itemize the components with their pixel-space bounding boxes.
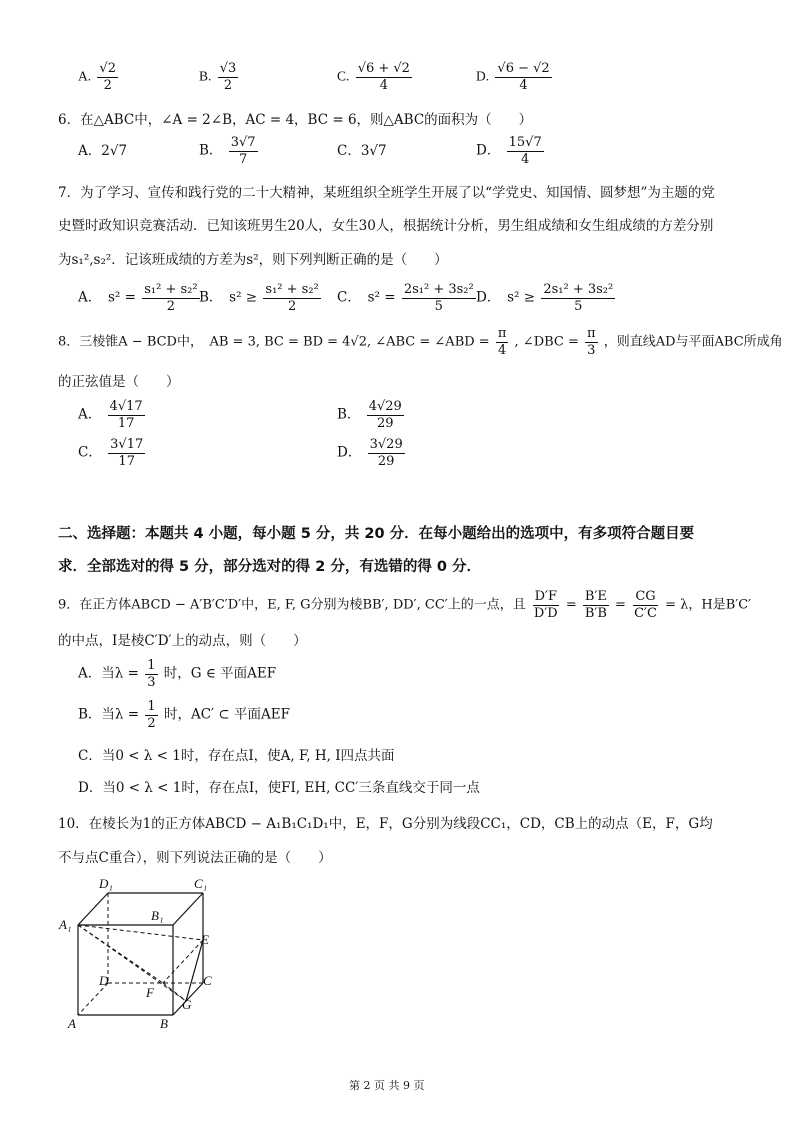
label-a1: A₁	[59, 917, 72, 932]
q6-option-b: B． $\frac{3√7}{7}$	[199, 135, 256, 167]
label-g: G	[182, 997, 192, 1012]
label-a: A	[68, 1016, 76, 1031]
q7-option-d: D． s² ≥ $\frac{\text{2s₁² + 3s₂²}}{5}$	[476, 282, 614, 314]
cube-figure	[55, 875, 230, 1035]
page-footer: 第 2 页 共 9 页	[349, 1079, 425, 1092]
q8-stem: 8．三棱锥A − BCD中， AB = 3, BC = BD = 4√2, ∠ABC = ∠ABD = $\frac{\pi}{4}$ , ∠DBC = $\frac{\pi}{3}$ ，则直线AD与平面ABC所成角	[58, 326, 783, 358]
q10-line2: 不与点C重合），则下列说法正确的是（ ）	[58, 850, 332, 866]
label-d1: D₁	[99, 876, 113, 891]
q5-option-b: B. $\frac{√3}{2}$	[199, 61, 237, 93]
q7-option-c: C． s² = $\frac{\text{2s₁² + 3s₂²}}{5}$	[337, 282, 474, 314]
section2-line1: 二、选择题：本题共 4 小题，每小题 5 分，共 20 分．在每小题给出的选项中，有多项符合题目要	[58, 526, 695, 542]
label-b: B	[160, 1016, 168, 1031]
q9-option-c: C．当0 < λ < 1时，存在点I，使A, F, H, I四点共面	[78, 748, 395, 764]
label-c: C	[203, 973, 212, 988]
q7-line3: 为s₁²,s₂²．记该班成绩的方差为s²，则下列判断正确的是（ ）	[58, 252, 448, 268]
label-d: D	[99, 973, 109, 988]
q8-option-d: D． $\frac{3√29}{29}$	[337, 437, 403, 469]
label-e: E	[201, 932, 209, 947]
q9-line2: 的中点，I是棱C′D′上的动点，则（ ）	[58, 633, 307, 649]
q6-option-c: C．3√7	[337, 143, 387, 159]
edge-c1-b1	[173, 893, 203, 925]
q8-option-c: C． $\frac{3√17}{17}$	[78, 437, 144, 469]
q8-option-b: B． $\frac{4√29}{29}$	[337, 399, 402, 431]
q8-line2: 的正弦值是（ ）	[58, 374, 180, 390]
q6-option-a: A．2√7	[78, 143, 128, 159]
edge-d1-a1	[78, 893, 108, 925]
q10-line1: 10．在棱长为1的正方体ABCD − A₁B₁C₁D₁中，E，F，G分别为线段CC₁，CD，CB上的动点（E，F，G均	[58, 816, 713, 832]
q5-option-d: D. $\frac{√6 - √2}{4}$	[476, 61, 550, 93]
q5-option-c: C. $\frac{√6 + √2}{4}$	[337, 61, 410, 93]
q5-option-a: A. $\frac{√2}{2}$	[78, 61, 116, 93]
q7-line1: 7．为了学习、宣传和践行党的二十大精神，某班组织全班学生开展了以“学党史、知国情、圆梦想”为主题的党	[58, 185, 715, 201]
q6-option-d: D． $\frac{15√7}{4}$	[476, 135, 542, 167]
label-b1: B₁	[151, 908, 164, 923]
q7-option-b: B． s² ≥ $\frac{\text{s₁² + s₂²}}{2}$	[199, 282, 319, 314]
section2-line2: 求．全部选对的得 5 分，部分选对的得 2 分，有选错的得 0 分．	[58, 559, 482, 575]
q9-stem: 9．在正方体ABCD − A′B′C′D′中，E, F, G分别为棱BB′, DD′, CC′上的一点，且 $\frac{D'F}{D'D}$ = $\frac{B'E}{B'B}$ = $\frac{CG}{C'C}$ = λ，H是B′C′	[58, 589, 752, 621]
q9-option-b: B．当λ = $\frac{1}{2}$ 时，AC′ ⊂ 平面AEF	[78, 699, 290, 731]
q7-option-a: A． s² = $\frac{\text{s₁² + s₂²}}{2}$	[78, 282, 198, 314]
q8-option-a: A． $\frac{4√17}{17}$	[78, 399, 143, 431]
label-f: F	[146, 985, 154, 1000]
label-c1: C₁	[194, 876, 208, 891]
q7-line2: 史暨时政知识竞赛活动．已知该班男生20人，女生30人，根据统计分析，男生组成绩和女生组成绩的方差分别	[58, 218, 714, 234]
q9-option-d: D．当0 < λ < 1时，存在点I，使FI, EH, CC′三条直线交于同一点	[78, 780, 480, 796]
q6-stem: 6．在△ABC中，∠A = 2∠B，AC = 4，BC = 6，则△ABC的面积为（ ）	[58, 112, 533, 128]
q9-option-a: A．当λ = $\frac{1}{3}$ 时，G ∈ 平面AEF	[78, 658, 277, 690]
